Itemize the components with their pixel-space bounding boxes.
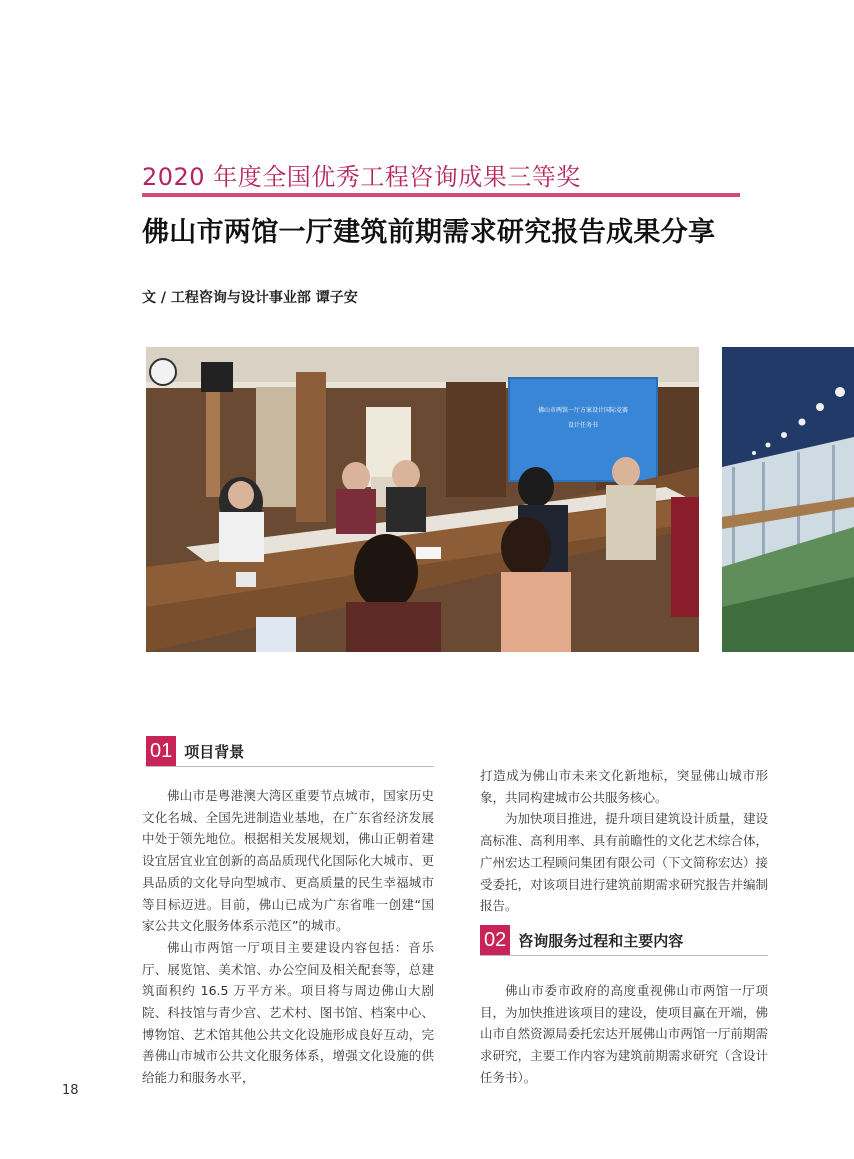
paragraph: 佛山市是粤港澳大湾区重要节点城市，国家历史文化名城、全国先进制造业基地，在广东省经济发展中处于领先地位。根据相关发展规划，佛山正朝着建设宜居宜业宜创新的高品质现代化国际化大城市、更具品质的文化导向型城市、更高质量的民生幸福城市等目标迈进。目前，佛山已成为广东省唯一创建“国家公共文化服务体系示范区”的城市。 [142,788,434,934]
paragraph: 佛山市两馆一厅项目主要建设内容包括：音乐厅、展览馆、美术馆、办公空间及相关配套等，总建筑面积约 16.5 万平方米。项目将与周边佛山大剧院、科技馆与青少宫、艺术村、图书馆、档案中心、博物馆、艺术馆其他公共文化设施形成良好互动，完善佛山市城市公共文化服务体系，增强文化设施的供给能力和服务水平， [142,939,434,1086]
section-title: 咨询服务过程和主要内容 [518,931,684,950]
section-divider [480,955,768,956]
award-title: 2020 年度全国优秀工程咨询成果三等奖 [142,163,581,191]
section-heading-process [480,925,683,955]
meeting-photo [146,347,699,652]
page-number: 18 [62,1083,79,1098]
right-column-top [480,765,768,917]
building-interior-photo [722,347,854,652]
paragraph: 为加快项目推进，提升项目建筑设计质量，建设高标准、高利用率、具有前瞻性的文化艺术综合体，广州宏达工程顾问集团有限公司（下文简称宏达）接受委托，对该项目进行建筑前期需求研究报告并编制报告。 [480,811,768,914]
screen-subtitle: 设计任务书 [567,422,599,429]
title-divider [142,193,740,197]
section-number: 02 [480,925,510,955]
left-column [142,785,434,1089]
section-heading-background [146,736,244,766]
section-title: 项目背景 [184,742,245,761]
paragraph: 打造成为佛山市未来文化新地标，突显佛山城市形象，共同构建城市公共服务核心。 [480,768,768,805]
section-number: 01 [146,736,176,766]
screen-title: 佛山市两馆一厅方案设计国际竞赛 [537,407,629,414]
right-column-bottom [480,980,768,1089]
section-divider [146,766,434,767]
author-byline: 文 / 工程咨询与设计事业部 谭子安 [142,290,358,306]
paragraph: 佛山市委市政府的高度重视佛山市两馆一厅项目，为加快推进该项目的建设，使项目赢在开端，佛山市自然资源局委托宏达开展佛山市两馆一厅前期需求研究，主要工作内容为建筑前期需求研究（含设计任务书）。 [480,983,768,1085]
page-title: 佛山市两馆一厅建筑前期需求研究报告成果分享 [142,217,716,248]
